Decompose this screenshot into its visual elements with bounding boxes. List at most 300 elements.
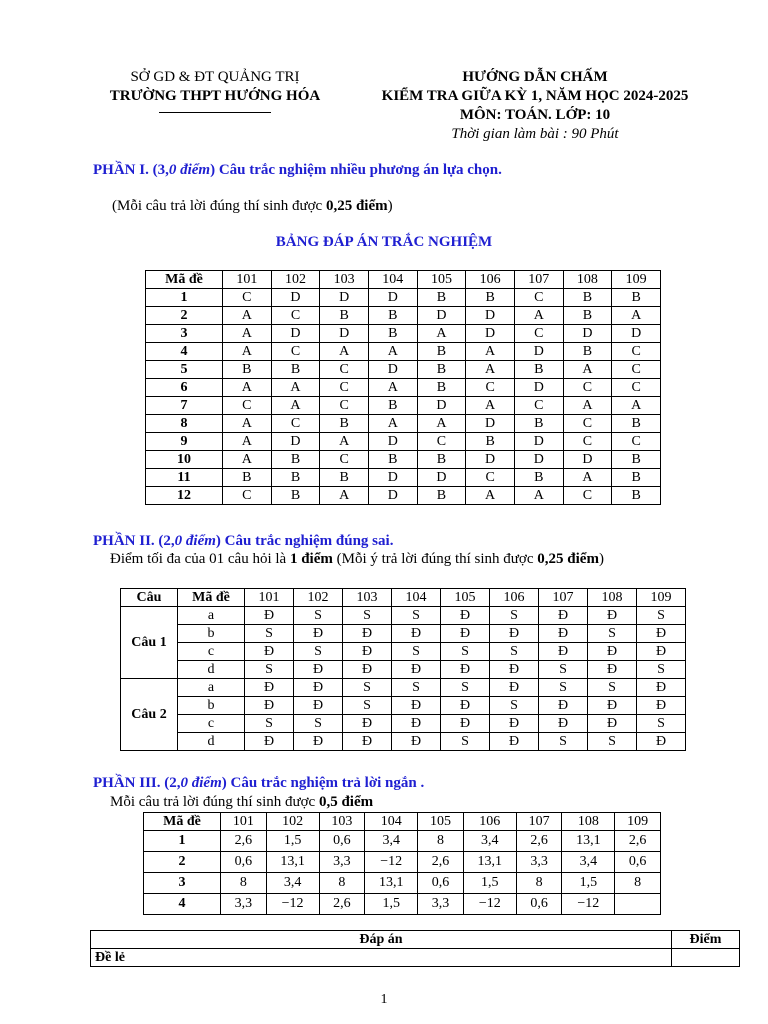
header-code: 104	[392, 589, 441, 607]
header-code: 101	[221, 813, 267, 831]
answer-cell: 8	[418, 831, 464, 852]
answer-cell: C	[320, 451, 369, 469]
header-code: 107	[539, 589, 588, 607]
answer-cell: C	[612, 343, 661, 361]
table-row	[146, 325, 661, 343]
answer-cell: D	[563, 325, 612, 343]
answer-cell: B	[563, 307, 612, 325]
answer-cell: A	[563, 361, 612, 379]
answer-cell: S	[392, 679, 441, 697]
answer-cell: D	[514, 433, 563, 451]
answer-cell: Đ	[588, 643, 637, 661]
answer-cell: Đ	[245, 643, 294, 661]
answer-cell: Đ	[294, 697, 343, 715]
answer-cell: A	[320, 343, 369, 361]
table-row	[144, 831, 661, 852]
header-made: Mã đề	[144, 813, 221, 831]
answer-cell: Đ	[490, 733, 539, 751]
header-code: 102	[294, 589, 343, 607]
header-code: 108	[563, 271, 612, 289]
answer-cell: 3,3	[516, 852, 562, 873]
answer-cell: A	[417, 415, 466, 433]
header-code: 106	[463, 813, 516, 831]
answer-cell: Đ	[490, 625, 539, 643]
subject-line: MÔN: TOÁN. LỚP: 10	[459, 107, 611, 123]
answer-cell: Đ	[441, 697, 490, 715]
answer-cell: S	[294, 715, 343, 733]
answer-cell: Đ	[294, 625, 343, 643]
table-row	[121, 643, 686, 661]
table-row	[144, 852, 661, 873]
answer-cell: C	[612, 379, 661, 397]
answer-cell: B	[417, 487, 466, 505]
answer-cell: Đ	[392, 715, 441, 733]
answer-cell: S	[343, 679, 392, 697]
answer-cell: Đ	[490, 715, 539, 733]
answer-cell: C	[271, 343, 320, 361]
answer-cell: Đ	[441, 625, 490, 643]
answer-cell: B	[417, 451, 466, 469]
answer-cell: A	[417, 325, 466, 343]
answer-cell: S	[343, 697, 392, 715]
part1-title: PHẦN I. (3,0 điểm) Câu trắc nghiệm nhiều phương án lựa chọn.	[93, 162, 502, 178]
question-number: 9	[146, 433, 223, 451]
answer-cell: C	[271, 415, 320, 433]
answer-cell: D	[368, 361, 417, 379]
answer-cell: S	[245, 715, 294, 733]
answer-cell: S	[539, 679, 588, 697]
answer-cell: −12	[266, 894, 319, 915]
table-row	[146, 289, 661, 307]
answer-cell: B	[417, 289, 466, 307]
answer-cell: Đ	[637, 679, 686, 697]
question-number: 4	[144, 894, 221, 915]
answer-cell: 0,6	[418, 873, 464, 894]
statement-letter: c	[178, 715, 245, 733]
answer-cell: B	[271, 469, 320, 487]
answer-cell: S	[294, 643, 343, 661]
answer-cell: Đ	[637, 643, 686, 661]
answer-cell: B	[320, 307, 369, 325]
table-row	[146, 415, 661, 433]
answer-cell: B	[514, 361, 563, 379]
answer-cell: D	[368, 469, 417, 487]
answer-cell: A	[223, 451, 272, 469]
question-label: Câu 2	[121, 679, 178, 751]
answer-cell: C	[563, 487, 612, 505]
answer-cell: Đ	[392, 661, 441, 679]
answer-cell: C	[514, 397, 563, 415]
answer-cell: B	[223, 469, 272, 487]
answer-cell: B	[466, 433, 515, 451]
answer-cell: D	[466, 307, 515, 325]
table-row	[146, 379, 661, 397]
answer-cell: A	[320, 433, 369, 451]
part2-note: Điểm tối đa của 01 câu hỏi là 1 điểm (Mỗi ý trả lời đúng thí sinh được 0,25 điểm)	[110, 551, 604, 567]
answer-cell: B	[417, 361, 466, 379]
answer-cell: Đ	[392, 697, 441, 715]
table-row	[121, 661, 686, 679]
statement-letter: c	[178, 643, 245, 661]
answer-cell: 3,3	[418, 894, 464, 915]
table-header-row	[144, 813, 661, 831]
answer-cell: A	[223, 325, 272, 343]
answer-cell: A	[223, 343, 272, 361]
answer-cell: −12	[463, 894, 516, 915]
question-number: 12	[146, 487, 223, 505]
part3-answer-table	[143, 812, 661, 915]
answer-cell: 0,6	[516, 894, 562, 915]
time-line: Thời gian làm bài : 90 Phút	[451, 126, 619, 142]
answer-cell: B	[612, 487, 661, 505]
answer-cell: A	[466, 343, 515, 361]
question-number: 10	[146, 451, 223, 469]
answer-cell: C	[271, 307, 320, 325]
answer-cell: B	[320, 469, 369, 487]
table-header-row	[121, 589, 686, 607]
answer-detail-table	[90, 930, 740, 967]
table-row	[121, 697, 686, 715]
answer-cell: C	[514, 289, 563, 307]
part3-title: PHẦN III. (2,0 điểm) Câu trắc nghiệm trả lời ngắn .	[93, 775, 425, 791]
divider	[159, 112, 271, 113]
answer-cell: S	[245, 625, 294, 643]
header-code: 105	[417, 271, 466, 289]
header-code: 106	[466, 271, 515, 289]
answer-cell: A	[466, 397, 515, 415]
answer-cell: S	[343, 607, 392, 625]
answer-cell: B	[271, 451, 320, 469]
answer-cell: Đ	[294, 661, 343, 679]
answer-cell: D	[368, 433, 417, 451]
answer-cell: B	[271, 361, 320, 379]
answer-cell: A	[612, 307, 661, 325]
header-made: Mã đề	[146, 271, 223, 289]
answer-cell: D	[563, 451, 612, 469]
answer-cell: S	[294, 607, 343, 625]
question-number: 5	[146, 361, 223, 379]
answer-cell: 3,4	[463, 831, 516, 852]
answer-cell: 1,5	[562, 873, 615, 894]
answer-cell: C	[612, 361, 661, 379]
answer-cell: D	[417, 469, 466, 487]
answer-cell: Đ	[637, 733, 686, 751]
table-row	[146, 451, 661, 469]
answer-cell: B	[320, 415, 369, 433]
question-number: 8	[146, 415, 223, 433]
answer-cell: A	[466, 487, 515, 505]
answer-cell: C	[320, 361, 369, 379]
part1-answer-table	[145, 270, 661, 505]
answer-cell: A	[466, 361, 515, 379]
answer-cell: B	[368, 397, 417, 415]
answer-cell: Đ	[539, 715, 588, 733]
answer-cell: Đ	[245, 733, 294, 751]
answer-cell: D	[514, 379, 563, 397]
header-code: 104	[368, 271, 417, 289]
header-code: 101	[245, 589, 294, 607]
answer-cell: D	[466, 415, 515, 433]
answer-cell: C	[466, 379, 515, 397]
answer-cell: B	[514, 469, 563, 487]
answer-cell: A	[223, 415, 272, 433]
answer-cell: Đ	[539, 607, 588, 625]
answer-cell: 2,6	[319, 894, 365, 915]
table-row	[146, 397, 661, 415]
answer-cell: 13,1	[562, 831, 615, 852]
question-number: 2	[146, 307, 223, 325]
header-code: 107	[514, 271, 563, 289]
answer-cell: C	[563, 379, 612, 397]
answer-cell: Đ	[245, 607, 294, 625]
answer-cell: Đ	[245, 679, 294, 697]
answer-cell: A	[514, 307, 563, 325]
header-code: 104	[365, 813, 418, 831]
part3-note: Mỗi câu trả lời đúng thí sinh được 0,5 điểm	[110, 794, 374, 810]
table-row	[121, 715, 686, 733]
answer-cell: C	[612, 433, 661, 451]
answer-cell: D	[320, 325, 369, 343]
statement-letter: a	[178, 679, 245, 697]
answer-cell: A	[368, 415, 417, 433]
question-number: 1	[144, 831, 221, 852]
answer-cell: C	[466, 469, 515, 487]
answer-cell: Đ	[294, 733, 343, 751]
answer-cell: 3,3	[319, 852, 365, 873]
table-row	[146, 487, 661, 505]
answer-cell: B	[612, 289, 661, 307]
col-answer-header: Đáp án	[91, 931, 672, 949]
answer-cell: Đ	[343, 661, 392, 679]
answer-cell: 8	[615, 873, 661, 894]
table-header-row	[146, 271, 661, 289]
doc-title: HƯỚNG DẪN CHẤM	[462, 69, 608, 85]
answer-cell: B	[271, 487, 320, 505]
answer-cell: C	[223, 289, 272, 307]
answer-cell: A	[271, 397, 320, 415]
answer-cell: C	[320, 397, 369, 415]
answer-cell: 1,5	[463, 873, 516, 894]
answer-cell: Đ	[343, 625, 392, 643]
table-row	[121, 625, 686, 643]
answer-cell: S	[441, 643, 490, 661]
question-number: 2	[144, 852, 221, 873]
question-number: 4	[146, 343, 223, 361]
header-code: 105	[441, 589, 490, 607]
answer-cell: 1,5	[365, 894, 418, 915]
header-code: 109	[615, 813, 661, 831]
answer-cell: C	[563, 415, 612, 433]
answer-cell: B	[612, 469, 661, 487]
statement-letter: a	[178, 607, 245, 625]
answer-cell: Đ	[539, 697, 588, 715]
answer-cell: Đ	[539, 625, 588, 643]
answer-cell: B	[368, 451, 417, 469]
answer-cell: S	[637, 607, 686, 625]
answer-cell: A	[223, 307, 272, 325]
answer-cell: Đ	[588, 661, 637, 679]
answer-cell: D	[320, 289, 369, 307]
answer-cell: A	[223, 433, 272, 451]
statement-letter: d	[178, 661, 245, 679]
answer-cell: Đ	[539, 643, 588, 661]
header-code: 103	[343, 589, 392, 607]
table-row	[121, 679, 686, 697]
answer-cell: A	[223, 379, 272, 397]
answer-cell: 1,5	[266, 831, 319, 852]
answer-cell: S	[490, 607, 539, 625]
answer-cell: S	[588, 679, 637, 697]
answer-cell: D	[612, 325, 661, 343]
statement-letter: d	[178, 733, 245, 751]
question-number: 1	[146, 289, 223, 307]
answer-cell: 2,6	[221, 831, 267, 852]
answer-cell: Đ	[343, 643, 392, 661]
answer-cell: S	[392, 643, 441, 661]
question-number: 3	[144, 873, 221, 894]
answer-cell: Đ	[490, 679, 539, 697]
answer-cell: 0,6	[319, 831, 365, 852]
answer-cell: S	[539, 733, 588, 751]
answer-cell: 3,4	[562, 852, 615, 873]
header-code: 103	[320, 271, 369, 289]
answer-cell: 2,6	[615, 831, 661, 852]
answer-cell: 3,3	[221, 894, 267, 915]
answer-cell: A	[320, 487, 369, 505]
answer-cell: C	[223, 397, 272, 415]
part2-answer-table	[120, 588, 686, 751]
answer-cell: S	[588, 733, 637, 751]
answer-cell: S	[392, 607, 441, 625]
table-row	[146, 343, 661, 361]
answer-cell: S	[490, 697, 539, 715]
answer-cell: B	[514, 415, 563, 433]
header-code: 106	[490, 589, 539, 607]
header-code: 105	[418, 813, 464, 831]
header-code: 107	[516, 813, 562, 831]
answer-cell: C	[563, 433, 612, 451]
answer-cell: D	[466, 451, 515, 469]
answer-cell: Đ	[392, 625, 441, 643]
answer-cell: Đ	[490, 661, 539, 679]
answer-cell: Đ	[343, 733, 392, 751]
answer-cell: S	[441, 679, 490, 697]
table-row	[146, 361, 661, 379]
answer-cell: −12	[562, 894, 615, 915]
answer-cell: Đ	[245, 697, 294, 715]
col-score-header: Điểm	[672, 931, 740, 949]
table-row	[144, 894, 661, 915]
header-code: 108	[588, 589, 637, 607]
answer-cell: B	[563, 343, 612, 361]
table-row	[144, 873, 661, 894]
answer-cell: Đ	[588, 607, 637, 625]
answer-cell: S	[245, 661, 294, 679]
answer-cell: B	[563, 289, 612, 307]
answer-cell: 8	[221, 873, 267, 894]
header-code: 101	[223, 271, 272, 289]
answer-cell: −12	[365, 852, 418, 873]
question-label: Câu 1	[121, 607, 178, 679]
answer-cell: A	[368, 343, 417, 361]
answer-cell: Đ	[588, 697, 637, 715]
answer-cell: 13,1	[266, 852, 319, 873]
answer-cell: S	[490, 643, 539, 661]
answer-cell: Đ	[637, 697, 686, 715]
answer-cell: A	[563, 469, 612, 487]
table-row	[146, 469, 661, 487]
question-number: 3	[146, 325, 223, 343]
header-code: 102	[266, 813, 319, 831]
table-row	[121, 607, 686, 625]
header-left	[85, 68, 345, 113]
header-made: Mã đề	[178, 589, 245, 607]
answer-cell: A	[514, 487, 563, 505]
header-code: 108	[562, 813, 615, 831]
header-code: 103	[319, 813, 365, 831]
odd-code-row: Đề lẻ	[91, 949, 672, 967]
answer-cell: D	[417, 397, 466, 415]
answer-cell: D	[271, 289, 320, 307]
odd-code-score	[672, 949, 740, 967]
answer-cell: B	[612, 415, 661, 433]
answer-cell: S	[637, 661, 686, 679]
answer-cell: 3,4	[266, 873, 319, 894]
answer-cell: C	[223, 487, 272, 505]
answer-cell: D	[271, 433, 320, 451]
answer-cell: A	[612, 397, 661, 415]
answer-cell: S	[637, 715, 686, 733]
answer-cell: C	[320, 379, 369, 397]
part1-note: (Mỗi câu trả lời đúng thí sinh được 0,25 điểm)	[112, 198, 393, 214]
answer-cell: C	[514, 325, 563, 343]
answer-cell: D	[271, 325, 320, 343]
answer-cell: B	[223, 361, 272, 379]
statement-letter: b	[178, 697, 245, 715]
answer-cell: Đ	[441, 715, 490, 733]
answer-cell: D	[514, 343, 563, 361]
answer-cell: B	[466, 289, 515, 307]
part2-title: PHẦN II. (2,0 điểm) Câu trắc nghiệm đúng sai.	[93, 533, 394, 549]
answer-cell: B	[368, 307, 417, 325]
school-name: TRƯỜNG THPT HƯỚNG HÓA	[109, 88, 321, 104]
answer-cell: Đ	[441, 607, 490, 625]
answer-cell: B	[417, 343, 466, 361]
answer-cell: 2,6	[516, 831, 562, 852]
page-number: 1	[380, 992, 388, 1007]
department-name: SỞ GD & ĐT QUẢNG TRỊ	[130, 69, 300, 85]
answer-cell: D	[466, 325, 515, 343]
answer-cell: 0,6	[615, 852, 661, 873]
answer-cell: D	[514, 451, 563, 469]
answer-cell: D	[368, 289, 417, 307]
answer-cell: 0,6	[221, 852, 267, 873]
answer-cell: B	[368, 325, 417, 343]
answer-cell: S	[441, 733, 490, 751]
table-row	[146, 433, 661, 451]
answer-cell: B	[417, 379, 466, 397]
table-row	[146, 307, 661, 325]
answer-cell: A	[563, 397, 612, 415]
answer-cell: 13,1	[463, 852, 516, 873]
question-number: 6	[146, 379, 223, 397]
statement-letter: b	[178, 625, 245, 643]
question-number: 11	[146, 469, 223, 487]
answer-cell: A	[368, 379, 417, 397]
header-code: 109	[637, 589, 686, 607]
answer-cell: 2,6	[418, 852, 464, 873]
answer-cell: B	[612, 451, 661, 469]
